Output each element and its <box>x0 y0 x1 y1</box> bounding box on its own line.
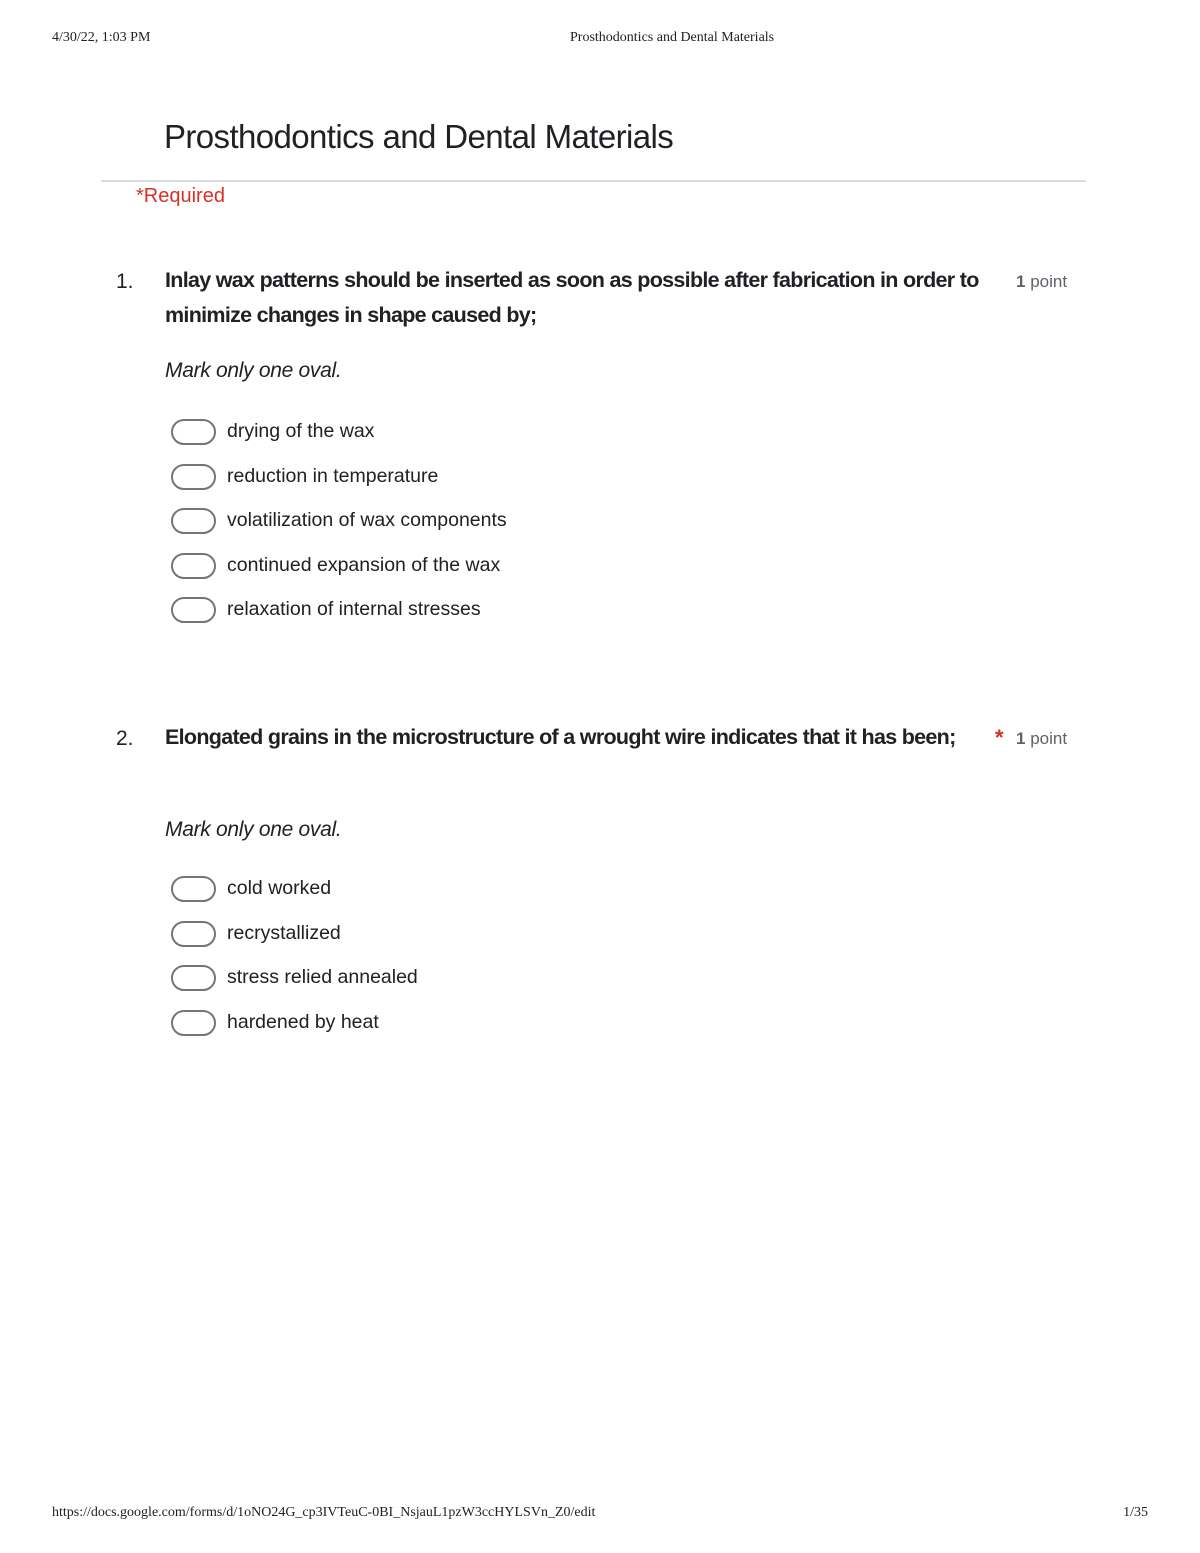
option-label: cold worked <box>227 877 332 899</box>
form-title: Prosthodontics and Dental Materials <box>164 118 674 155</box>
print-footer <box>52 1505 1148 1525</box>
option-label: recrystallized <box>227 921 341 944</box>
points-value: 1 <box>1016 729 1026 748</box>
print-doc-title: Prosthodontics and Dental Materials <box>570 30 775 45</box>
question-instruction: Mark only one oval. <box>165 359 342 382</box>
option-label: hardened by heat <box>227 1010 379 1033</box>
question-text: Elongated grains in the microstructure of a wrought wire indicates that it has been; <box>165 725 956 749</box>
required-star: * <box>995 725 1004 750</box>
radio-oval[interactable] <box>171 965 216 991</box>
option-label: volatilization of wax components <box>227 509 507 531</box>
question-points <box>1016 729 1067 749</box>
print-date: 4/30/22, 1:03 PM <box>52 30 151 45</box>
option-label: reduction in temperature <box>227 464 439 487</box>
page-number: 1/35 <box>1123 1505 1148 1520</box>
question-instruction: Mark only one oval. <box>165 818 342 841</box>
radio-oval[interactable] <box>171 876 216 902</box>
radio-oval[interactable] <box>171 553 216 579</box>
points-unit: point <box>1030 272 1068 291</box>
option-label: stress relied annealed <box>227 966 418 988</box>
radio-oval[interactable] <box>171 508 216 534</box>
print-url: https://docs.google.com/forms/d/1oNO24G_cp3IVTeuC-0BI_NsjauL1pzW3ccHYLSVn_Z0/edit <box>52 1505 596 1520</box>
points-unit: point <box>1030 729 1068 748</box>
radio-oval[interactable] <box>171 921 216 947</box>
radio-oval[interactable] <box>171 419 216 445</box>
required-note: *Required <box>136 185 225 207</box>
option-label: continued expansion of the wax <box>227 553 501 576</box>
radio-oval[interactable] <box>171 597 216 623</box>
question-number: 2. <box>116 727 134 750</box>
option-label: drying of the wax <box>227 420 375 442</box>
radio-oval[interactable] <box>171 1010 216 1036</box>
print-header <box>52 30 1148 50</box>
question-text: Inlay wax patterns should be inserted as soon as possible after fabrication in order to minimize changes in shape caused by; <box>165 268 979 327</box>
option-label: relaxation of internal stresses <box>227 598 481 620</box>
points-value: 1 <box>1016 272 1026 291</box>
question-number: 1. <box>116 270 134 293</box>
question-points <box>1016 272 1067 292</box>
radio-oval[interactable] <box>171 464 216 490</box>
title-divider <box>101 180 1086 182</box>
